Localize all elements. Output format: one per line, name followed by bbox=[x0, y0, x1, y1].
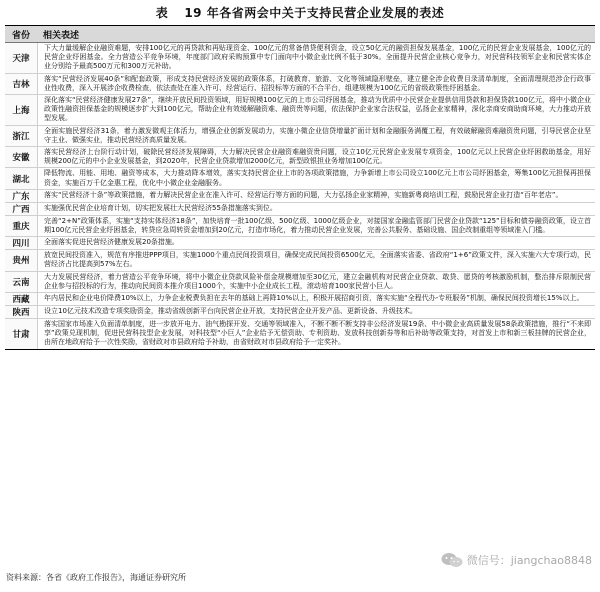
description-cell: 完善“2+N”政策体系，实施“支持实体经济18条”，加快培育一批100亿级、500亿级、1000亿级企业，对接国家金融监管部门民营企业贷款“125”目标和债券融资政策，设立首期100亿元民营企业纾困基金，转贷应急周转资金增加到20亿元，打造市场化，着力推动民营企业发展，完善公共服务、基础设施、国企改制重组等领域准入门槛。 bbox=[44, 216, 591, 235]
description-cell: 落实民营经济上台阶行动计划，破除民营经济发展障碍，大力解决民营企业融资难融资贵问题，设立10亿元民营企业发展专项资金，100亿元以上民营企业纾困救助基金，用好规模200亿元的中小企业发展基金，到2020年，民营企业贷款增加2000亿元，新型政银担业务增加100亿元。 bbox=[44, 148, 591, 166]
province-cell: 吉林 bbox=[5, 74, 38, 94]
table-row bbox=[5, 293, 595, 306]
description-cell: 降低物流、用能、用地、融资等成本，大力推动降本增效，落实支持民营企业上市的各项政策措施，力争新增上市公司设立100亿元上市公司纾困基金，筹集100亿元担保再担保资金，实施百万千亿金惠工程，优化中小微企业金融服务。 bbox=[44, 169, 591, 187]
table-row bbox=[5, 147, 595, 168]
wechat-icon bbox=[441, 552, 463, 568]
watermark-text: 微信号：jiangchao8848 bbox=[466, 554, 592, 567]
province-cell: 湖北 bbox=[5, 168, 38, 188]
table-row bbox=[5, 319, 595, 349]
province-cell: 广西 bbox=[5, 203, 38, 215]
table-row bbox=[5, 74, 595, 95]
table-title-text: 19 年各省两会中关于支持民营企业发展的表述 bbox=[184, 5, 445, 20]
table-row bbox=[5, 95, 595, 126]
description-cell: 落实“民营经济发展40条”和配套政策，形成支持民营经济发展的政策体系，打破教育、旅游、文化等领域隐形壁垒，建立健全涉企收费目录清单制度，全面清理规范涉企行政事业性收费，深入开展涉企收费检查，依法查处在准入许可、经营运行、招投标等方面的不合平台，组建规模为100亿元的省级政策性纾困基金。 bbox=[44, 74, 591, 92]
wechat-watermark bbox=[441, 552, 592, 568]
province-cell: 甘肃 bbox=[5, 319, 38, 349]
province-cell: 重庆 bbox=[5, 216, 38, 236]
province-cell: 陕西 bbox=[5, 306, 38, 318]
provinces-table bbox=[5, 25, 595, 350]
description-cell: 落实国家市场准入负面清单制度，进一步放开电力、油气勘探开发、交通等领域准入，不断不断不断支持非公经济发展19条、中小微企业高质量发展58条政策措施，推行“不来即享”政策兑现机制，促进民营科技型企业发展，对科技型“小巨人”企业给予无偿资助、专利资助、发放科技创新券等和后补助等政策支持，对首发上市和新三板挂牌的民营企业，由所在地政府给予一次性奖励，省财政对市县政府给予补助，由省财政对市县政府给予一定奖补。 bbox=[44, 320, 591, 347]
description-cell: 全面实施民营经济31条，着力激发微观主体活力，增强企业创新发展动力，实施小微企业信贷增量扩面计划和金融服务满覆工程，有效破解融资难融资贵问题，引导民营企业坚守主业、做强实业，推动民营经济高质量发展。 bbox=[44, 126, 591, 144]
description-cell: 大力发展民营经济，着力营造公平竞争环境，将中小微企业贷款风险补偿金规模增加至30亿元，建立金融机构对民营企业贷款、敢贷、愿贷的考核激励机制，整治排斥限制民营企业参与招投标的行为，推动向民间资本推介项目1000个，实施中小企业成长工程，滚动培育100家民营小巨人。 bbox=[44, 272, 591, 290]
table-row bbox=[5, 250, 595, 271]
province-cell: 四川 bbox=[5, 237, 38, 249]
description-cell: 深化落实“民营经济健康发展27条”，继续开放民间投资领域，用好规模100亿元的上市公司纾困基金，推动为优质中小民营企业提供信用贷款和担保贷款100亿元，将中小微企业政策性融资担保基金的规模逐步扩大到100亿元，帮助企业有效缓解融资难、融资贵等问题，依法保护企业家合法权益，弘扬企业家精神，深化亲商安商助商环境，大力推动开放型发展。 bbox=[44, 96, 591, 123]
header-description: 相关表述 bbox=[43, 30, 80, 41]
province-cell: 上海 bbox=[5, 95, 38, 125]
table-row bbox=[5, 306, 595, 319]
description-cell: 下大力量缓解企业融资难题，安排100亿元的再贷款和再贴现资金、100亿元的常备借贷便利资金，设立50亿元的融资担保发展基金，100亿元的民营企业发展基金，100亿元的民营企业纾困基金。全力营造公平竞争环境，年度部门政府采购预算中专门面向中小微企业比例不低于30%。全面提升民营企业核心竞争力，对民营科技领军企业和民营实体企业分别给予最高500万元和300万元补助。 bbox=[44, 44, 591, 71]
description-cell: 年内居民和企业电价降费10%以上，力争企业税费负担在去年的基础上再降10%以上，积极开展招商引资，落实实施“全程代办-专班服务”机制，确保民间投资增长15%以上。 bbox=[44, 294, 584, 303]
description-cell: 落实“民营经济十条”等政策措施，着力解决民营企业在准入许可、经营运行等方面的问题，大力弘扬企业家精神，实施新粤商培训工程，鼓励民营企业打造“百年老店”。 bbox=[44, 190, 563, 199]
description-cell: 全面落实促进民营经济健康发展20条措施。 bbox=[44, 238, 179, 247]
province-cell: 广东 bbox=[5, 190, 38, 202]
province-cell: 安徽 bbox=[5, 147, 38, 167]
province-cell: 云南 bbox=[5, 272, 38, 292]
table-row bbox=[5, 190, 595, 203]
province-cell: 天津 bbox=[5, 43, 38, 73]
table-body bbox=[5, 43, 595, 349]
table-header bbox=[5, 26, 595, 43]
province-cell: 浙江 bbox=[5, 126, 38, 146]
table-title bbox=[0, 0, 600, 24]
table-label: 表 bbox=[155, 5, 169, 20]
province-cell: 西藏 bbox=[5, 293, 38, 305]
description-cell: 实施强优民营企业培育计划，切实把发展壮大民营经济55条措施落实到位。 bbox=[44, 203, 277, 212]
province-cell: 贵州 bbox=[5, 250, 38, 270]
table-row bbox=[5, 126, 595, 147]
source-note: 资料来源：各省《政府工作报告》，海通证券研究所 bbox=[6, 573, 186, 582]
table-row bbox=[5, 203, 595, 216]
description-cell: 设立10亿元技术改造专项奖励资金，推动省级创新平台向民营企业开放，支持民营企业开发产品、更新设备、升级技术。 bbox=[44, 307, 417, 316]
table-row bbox=[5, 237, 595, 250]
table-row bbox=[5, 43, 595, 74]
table-row bbox=[5, 216, 595, 237]
table-row bbox=[5, 168, 595, 189]
header-province: 省份 bbox=[11, 30, 30, 41]
table-row bbox=[5, 272, 595, 293]
description-cell: 放宽民间投资准入，规范有序推进PPP项目，实施1000个重点民间投资项目，确保完成民间投资6500亿元，全面落实省委、省政府“1+6”政策文件，深入实施六大专项行动，民营经济占比提高到57%左右。 bbox=[44, 251, 591, 269]
